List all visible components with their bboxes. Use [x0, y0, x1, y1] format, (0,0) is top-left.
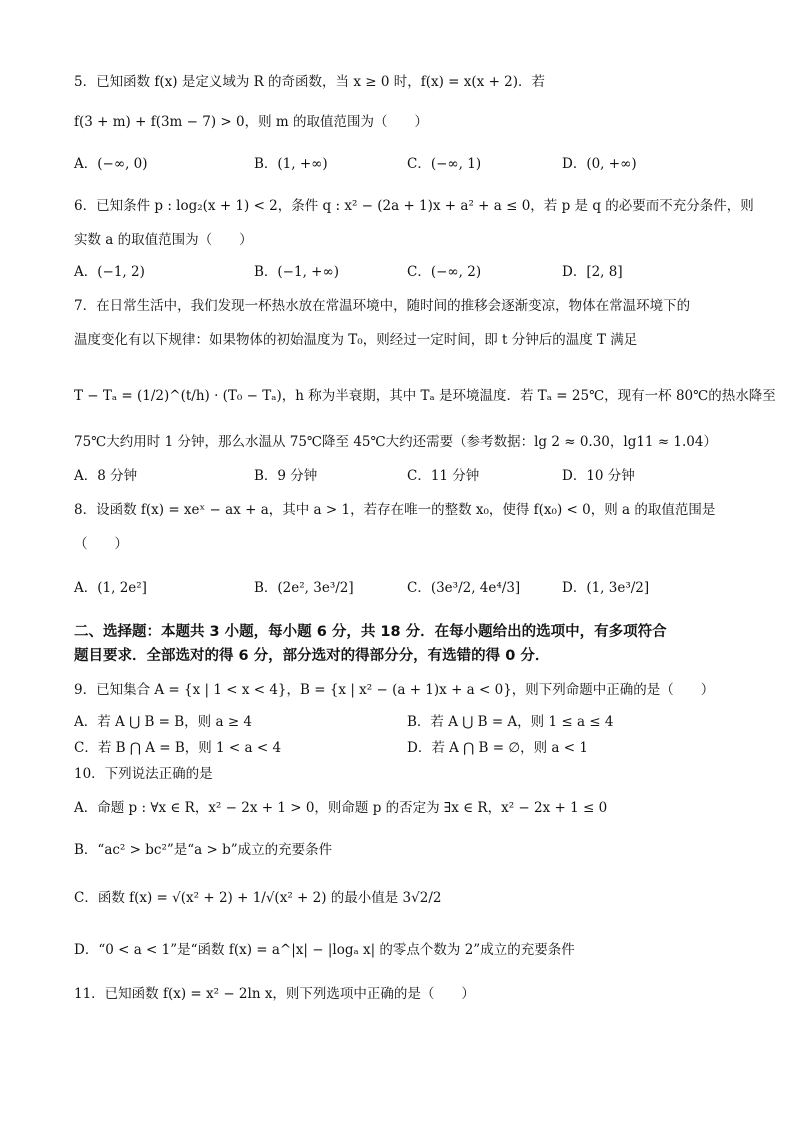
q5-stem-line1: 5．已知函数 f(x) 是定义域为 R 的奇函数，当 x ≥ 0 时，f(x) = x(x + 2)．若	[74, 74, 546, 90]
q10-option-c: C．函数 f(x) = √(x² + 2) + 1/√(x² + 2) 的最小值是 3√2/2	[74, 890, 442, 906]
q8-stem-line2: （ ）	[74, 536, 128, 552]
q9-option-a: A．若 A ⋃ B = B，则 a ≥ 4	[74, 714, 253, 730]
q7-option-d: D．10 分钟	[562, 468, 635, 484]
section2-heading-line2: 题目要求．全部选对的得 6 分，部分选对的得部分分，有选错的得 0 分．	[74, 648, 550, 664]
q6-option-d: D．[2, 8]	[562, 264, 623, 280]
q8-option-a: A．(1, 2e²]	[74, 580, 147, 596]
q7-option-c: C．11 分钟	[407, 468, 480, 484]
q5-option-d: D．(0, +∞)	[562, 156, 637, 172]
q5-option-a: A．(−∞, 0)	[74, 156, 148, 172]
q7-option-b: B．9 分钟	[254, 468, 318, 484]
q9-option-b: B．若 A ⋃ B = A，则 1 ≤ a ≤ 4	[407, 714, 614, 730]
q8-option-b: B．(2e², 3e³/2]	[254, 580, 354, 596]
q5-stem-line2: f(3 + m) + f(3m − 7) > 0，则 m 的取值范围为（ ）	[74, 114, 428, 130]
q7-stem-line1: 7．在日常生活中，我们发现一杯热水放在常温环境中，随时间的推移会逐渐变凉，物体在常温环境下的	[74, 298, 691, 314]
q10-option-a: A．命题 p : ∀x ∈ R，x² − 2x + 1 > 0，则命题 p 的否定为 ∃x ∈ R，x² − 2x + 1 ≤ 0	[74, 800, 608, 816]
q6-option-c: C．(−∞, 2)	[407, 264, 482, 280]
q9-option-d: D．若 A ⋂ B = ∅，则 a < 1	[407, 740, 588, 756]
q8-option-c: C．(3e³/2, 4e⁴/3]	[407, 580, 521, 596]
q5-option-c: C．(−∞, 1)	[407, 156, 482, 172]
q6-stem-line2: 实数 a 的取值范围为（ ）	[74, 232, 253, 248]
q10-stem: 10．下列说法正确的是	[74, 766, 213, 782]
q9-option-c: C．若 B ⋂ A = B，则 1 < a < 4	[74, 740, 282, 756]
q6-option-b: B．(−1, +∞)	[254, 264, 339, 280]
q7-option-a: A．8 分钟	[74, 468, 138, 484]
q10-option-b: B．“ac² > bc²”是“a > b”成立的充要条件	[74, 842, 333, 858]
q11-stem: 11．已知函数 f(x) = x² − 2ln x，则下列选项中正确的是（ ）	[74, 986, 475, 1002]
q7-formula-line: T − Tₐ = (1/2)^(t/h) · (T₀ − Tₐ)，h 称为半衰期，其中 Tₐ 是环境温度．若 Tₐ = 25℃，现有一杯 80℃的热水降至	[74, 388, 776, 404]
section2-heading-line1: 二、选择题：本题共 3 小题，每小题 6 分，共 18 分．在每小题给出的选项中，有多项符合	[74, 624, 667, 640]
q10-option-d: D．“0 < a < 1”是“函数 f(x) = a^|x| − |logₐ x| 的零点个数为 2”成立的充要条件	[74, 942, 575, 958]
q5-option-b: B．(1, +∞)	[254, 156, 328, 172]
q6-option-a: A．(−1, 2)	[74, 264, 145, 280]
q8-option-d: D．(1, 3e³/2]	[562, 580, 650, 596]
q8-stem-line1: 8．设函数 f(x) = xeˣ − ax + a，其中 a > 1，若存在唯一的整数 x₀，使得 f(x₀) < 0，则 a 的取值范围是	[74, 502, 716, 518]
q9-stem: 9．已知集合 A = {x | 1 < x < 4}，B = {x | x² − (a + 1)x + a < 0}，则下列命题中正确的是（ ）	[74, 682, 715, 698]
q6-stem-line1: 6．已知条件 p : log₂(x + 1) < 2，条件 q : x² − (2a + 1)x + a² + a ≤ 0，若 p 是 q 的必要而不充分条件，则	[74, 198, 754, 214]
q7-stem-line4: 75℃大约用时 1 分钟，那么水温从 75℃降至 45℃大约还需要（参考数据：lg 2 ≈ 0.30，lg11 ≈ 1.04）	[74, 434, 717, 450]
q7-stem-line2: 温度变化有以下规律：如果物体的初始温度为 T₀，则经过一定时间，即 t 分钟后的温度 T 满足	[74, 332, 638, 348]
